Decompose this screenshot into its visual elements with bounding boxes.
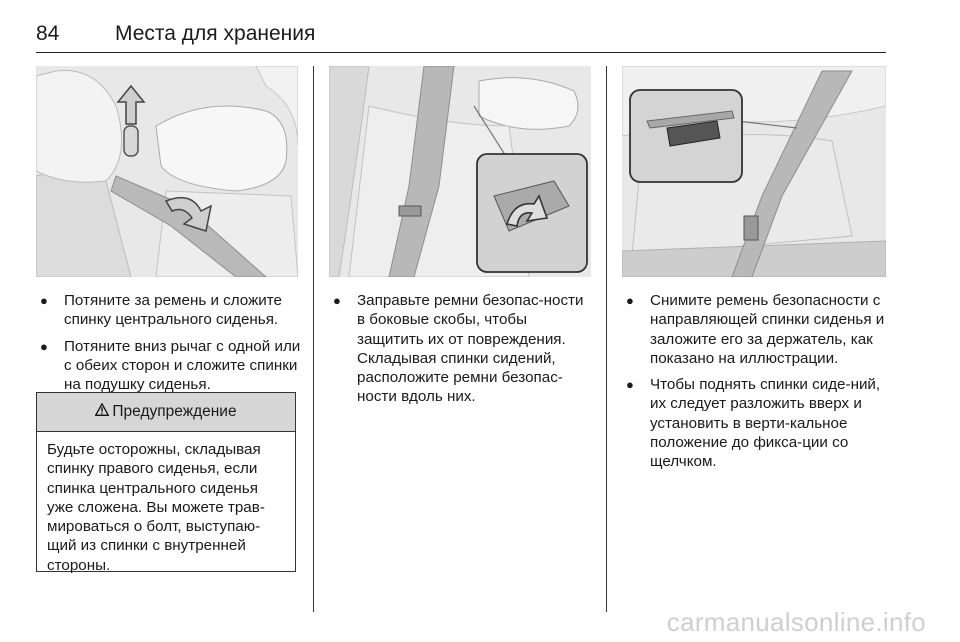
list-item-text: Снимите ремень безопасности с направляющей спинки сиденья и заложите его за держатель, как показано на иллюстрации. [650, 292, 885, 367]
list-item [36, 337, 302, 395]
list-item [622, 375, 890, 471]
list-item [622, 291, 890, 368]
watermark: carmanualsonline.info [666, 607, 926, 637]
illustration-fold-center-seat [36, 66, 298, 277]
illustration-belt-side-bracket [329, 66, 591, 277]
list-item-text: Потяните за ремень и сложите спинку центрального сиденья. [64, 292, 282, 329]
column-3-text [622, 291, 890, 479]
warning-box [36, 392, 296, 572]
page-title: Места для хранения [115, 22, 316, 45]
warning-text: Будьте осторожны, складывая спинку правого сиденья, если спинка центрального сиденья уже сложена. Вы можете трав‐мироваться о болт, выступаю‐щий из спинки с внутренней стороны. [47, 441, 265, 574]
list-item-text: Чтобы поднять спинки сиде‐ний, их следует разложить вверх и установить в верти‐кальное положение до фикса‐ции со щелчком. [650, 376, 881, 471]
column-1-text [36, 291, 302, 401]
bullet-icon: ● [626, 377, 634, 393]
bullet-icon: ● [40, 338, 48, 354]
list-item-text: Потяните вниз рычаг с одной или с обеих сторон и сложите спинки на подушку сиденья. [64, 337, 301, 394]
column-2-text [329, 291, 594, 414]
list-item [36, 291, 302, 330]
warning-title: Предупреждение [112, 403, 237, 420]
page-header [36, 18, 886, 53]
column-divider [606, 66, 607, 612]
list-item [329, 291, 594, 407]
bullet-icon: ● [40, 293, 48, 308]
page-number: 84 [36, 22, 60, 45]
list-item-text: Заправьте ремни безопас‐ности в боковые скобы, чтобы защитить их от повреждения. Складывая спинки сидений, расположите ремни безопас‐ности вдоль них. [357, 292, 584, 406]
column-divider [313, 66, 314, 612]
bullet-icon: ● [626, 293, 634, 308]
illustration-belt-holder [622, 66, 886, 277]
bullet-icon: ● [333, 293, 341, 308]
warning-header [37, 393, 295, 432]
warning-triangle-icon [95, 403, 109, 421]
